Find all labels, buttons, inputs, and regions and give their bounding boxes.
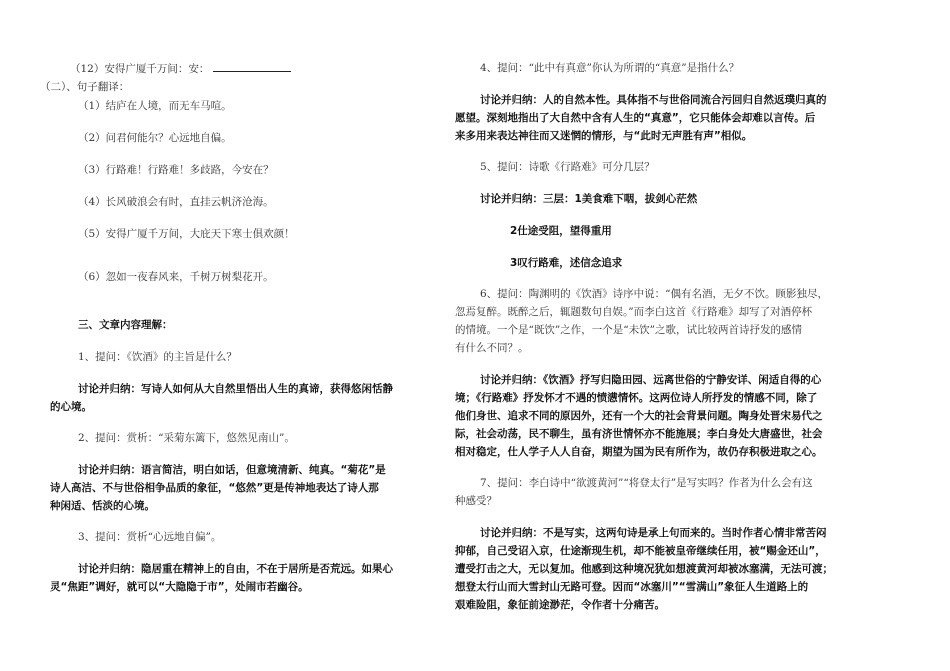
question-6-line-2: 忽焉复醉。既醉之后，辄题数句自娱。”而李白这首《行路难》却写了对酒停杯	[455, 306, 813, 318]
question-7-line-1: 7、提问：李白诗中“欲渡黄河”“将登太行”是写实吗？作者为什么会有这	[480, 477, 813, 489]
answer-5-line-2: 2仕途受阻，望得重用	[510, 225, 612, 237]
sentence-2: （2）问君何能尔？心远地自偏。	[78, 132, 232, 144]
answer-6-line-2: 境；《行路难》抒发怀才不遇的愤懑情怀。这两位诗人所抒发的情感不同，除了	[455, 392, 818, 404]
question-6-line-3: 的情境。一个是“既饮”之作，一个是“未饮”之歌，试比较两首诗抒发的感情	[455, 324, 802, 336]
answer-5-line-1: 讨论并归纳：三层：1美食难下咽，拔剑心茫然	[480, 193, 698, 205]
section-3-heading: 三、文章内容理解：	[78, 319, 173, 331]
answer-1-line-1: 讨论并归纳：写诗人如何从大自然里悟出人生的真谛，获得悠闲恬静	[78, 383, 393, 395]
answer-3-line-2: 灵“焦距”调好，就可以“大隐隐于市”，处闹市若幽谷。	[50, 581, 309, 593]
question-12: （12）安得广厦千万间：安：	[70, 61, 291, 76]
answer-6-line-1: 讨论并归纳：《饮酒》抒写归隐田园、远离世俗的宁静安详、闲适自得的心	[480, 374, 822, 386]
question-6-line-4: 有什么不同？。	[455, 342, 529, 354]
answer-7-line-3: 遭受打击之大，无以复加。他感到这种境况犹如想渡黄河却被冰塞满，无法可渡；	[455, 563, 833, 575]
sentence-5: （5）安得广厦千万间，大庇天下寒士俱欢颜！	[78, 228, 295, 240]
section-2-heading: （二）、句子翻译：	[40, 81, 130, 93]
answer-4-line-1: 讨论并归纳：人的自然本性。具体指不与世俗同流合污回归自然返璞归真的	[480, 94, 827, 106]
answer-7-line-5: 艰难险阻，象征前途渺茫，令作者十分痛苦。	[455, 599, 665, 611]
answer-7-line-1: 讨论并归纳：不是写实，这两句诗是承上句而来的。当时作者心情非常苦闷	[480, 527, 827, 539]
sentence-1: （1）结庐在人境，而无车马喧。	[78, 100, 232, 112]
answer-7-line-4: 想登太行山而大雪封山无路可登。因而“冰塞川”“雪满山”象征人生道路上的	[455, 581, 809, 593]
answer-6-line-5: 相对稳定，仕人学子人人自奋，期望为国为民有所作为，故仍存积极进取之心。	[455, 446, 823, 458]
answer-blank[interactable]	[213, 61, 291, 72]
answer-7-line-2: 抑郁，自己受诏入京，仕途渐现生机，却不能被皇帝继续任用，被“赐金还山”，	[455, 545, 826, 557]
answer-3-line-1: 讨论并归纳：隐居重在精神上的自由，不在于居所是否荒远。如果心	[78, 563, 393, 575]
answer-4-line-2: 愿望。深刻地指出了大自然中含有人生的“真意”，它只能体会却难以言传。后	[455, 112, 816, 124]
answer-2-line-1: 讨论并归纳：语言简洁，明白如话，但意境清新、纯真。“菊花”是	[78, 464, 386, 476]
question-4: 4、提问：“此中有真意”你认为所谓的“真意”是指什么？	[480, 62, 740, 74]
answer-1-line-2: 的心境。	[50, 401, 92, 413]
answer-2-line-3: 种闲适、恬淡的心境。	[50, 500, 155, 512]
question-3: 3、提问：赏析“心远地自偏”。	[78, 531, 222, 543]
answer-6-line-3: 他们身世、追求不同的原因外，还有一个大的社会背景问题。陶身处晋宋易代之	[455, 410, 823, 422]
question-2: 2、提问：赏析：“采菊东篱下，悠然见南山”。	[78, 432, 295, 444]
question-1: 1、提问：《饮酒》的主旨是什么？	[78, 351, 237, 363]
question-6-line-1: 6、提问：陶渊明的《饮酒》诗序中说：“偶有名酒，无夕不饮。顾影独尽，	[480, 288, 829, 300]
answer-5-line-3: 3叹行路难，述信念追求	[510, 257, 623, 269]
sentence-6: （6）忽如一夜春风来，千树万树梨花开。	[78, 271, 274, 283]
answer-2-line-2: 诗人高洁、不与世俗相争品质的象征，“悠然”更是传神地表达了诗人那	[50, 482, 379, 494]
sentence-3: （3）行路难！行路难！多歧路，今安在？	[78, 164, 274, 176]
question-5: 5、提问：诗歌《行路难》可分几层？	[480, 161, 655, 173]
question-7-line-2: 种感受？	[455, 495, 497, 507]
answer-6-line-4: 际，社会动荡，民不聊生，虽有济世情怀亦不能施展；李白身处大唐盛世，社会	[455, 428, 823, 440]
sentence-4: （4）长风破浪会有时，直挂云帆济沧海。	[78, 196, 274, 208]
answer-4-line-3: 来多用来表达神往而又迷惘的情形，与“此时无声胜有声”相似。	[455, 130, 753, 142]
